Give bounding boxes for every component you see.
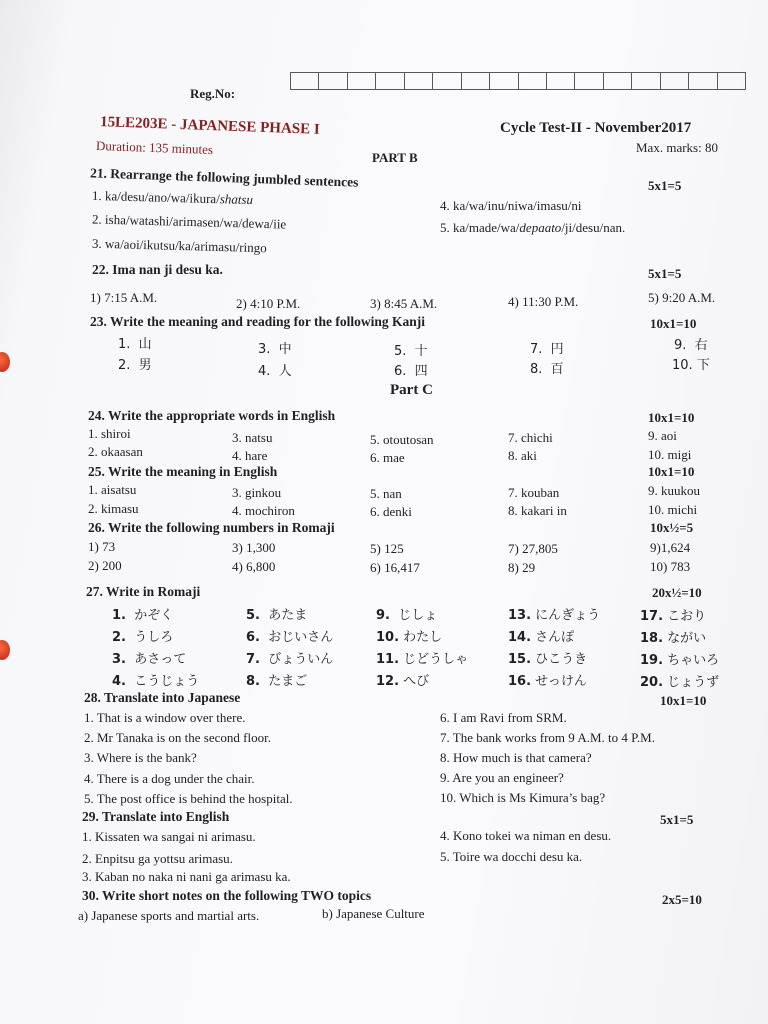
q27-item-9: 9. じしょ [376,608,438,623]
q27-item-6: 6. おじいさん [246,630,334,645]
q26-item-3: 3) 1,300 [232,540,276,555]
q29-item-4: 4. Kono tokei wa niman en desu. [440,828,612,843]
part-c-heading: Part C [390,382,433,398]
q24-item-3: 3. natsu [232,430,273,445]
q23-item-8: 8. 百 [530,362,564,377]
q25-item-6: 6. denki [370,504,412,519]
q27-item-18: 18. ながい [640,631,707,646]
q30-marks: 2x5=10 [662,892,702,907]
q25-item-10: 10. michi [648,502,698,517]
binder-ring-top [0,352,10,372]
q23-item-3: 3. 中 [258,342,292,357]
q25-item-7: 7. kouban [508,485,560,500]
q22-item-3: 3) 8:45 A.M. [370,296,438,311]
q24-title: 24. Write the appropriate words in English [88,408,336,423]
part-b-heading: PART B [372,150,418,165]
q21-marks: 5x1=5 [648,178,682,193]
q26-item-1: 1) 73 [88,539,116,554]
q21-item-2: 2. isha/watashi/arimasen/wa/dewa/iie [91,211,287,232]
q24-item-10: 10. migi [648,447,692,462]
q28-item-2: 2. Mr Tanaka is on the second floor. [84,730,271,745]
q22-item-2: 2) 4:10 P.M. [236,296,301,311]
q23-item-1: 1. 山 [118,337,152,352]
q22-item-4: 4) 11:30 P.M. [508,294,579,309]
q24-item-4: 4. hare [232,448,268,463]
q23-item-2: 2. 男 [118,358,152,373]
q24-item-5: 5. otoutosan [370,432,434,447]
q27-item-3: 3. あさって [112,652,187,667]
q29-marks: 5x1=5 [660,812,694,827]
q28-title: 28. Translate into Japanese [84,690,241,705]
q30-item-a: a) Japanese sports and martial arts. [78,908,260,923]
q29-item-3: 3. Kaban no naka ni nani ga arimasu ka. [82,869,291,884]
duration: Duration: 135 minutes [95,137,214,158]
max-marks: Max. marks: 80 [636,140,718,155]
q27-item-14: 14. さんぽ [508,630,575,645]
course-title: 15LE203E - JAPANESE PHASE I [99,114,320,138]
q27-item-16: 16. せっけん [508,674,587,689]
q24-item-1: 1. shiroi [88,426,131,441]
q28-item-9: 9. Are you an engineer? [440,770,564,785]
q23-item-10: 10. 下 [672,358,710,373]
binder-ring-bottom [0,640,10,660]
q27-item-17: 17. こおり [640,609,707,624]
q22-item-1: 1) 7:15 A.M. [90,290,158,305]
q26-item-2: 2) 200 [88,558,122,573]
q23-marks: 10x1=10 [650,316,697,331]
q28-item-1: 1. That is a window over there. [84,710,246,725]
q23-item-5: 5. 十 [394,344,428,359]
q23-title: 23. Write the meaning and reading for the following Kanji [90,314,426,329]
q28-item-3: 3. Where is the bank? [84,750,197,765]
q25-title: 25. Write the meaning in English [88,464,278,479]
q25-item-2: 2. kimasu [88,501,139,516]
q25-marks: 10x1=10 [648,464,695,479]
q27-item-20: 20. じょうず [640,675,720,690]
q22-marks: 5x1=5 [648,266,682,281]
q25-item-4: 4. mochiron [232,503,295,518]
q25-item-5: 5. nan [370,486,402,501]
q26-marks: 10x½=5 [650,520,694,535]
q26-item-10: 10) 783 [650,559,691,574]
q28-item-6: 6. I am Ravi from SRM. [440,710,567,725]
q23-item-4: 4. 人 [258,364,292,379]
q26-item-4: 4) 6,800 [232,559,276,574]
q21-item-1: 1. ka/desu/ano/wa/ikura/shatsu [91,187,254,208]
q24-item-6: 6. mae [370,450,405,465]
q24-item-2: 2. okaasan [88,444,143,459]
q25-item-8: 8. kakari in [508,503,567,518]
q24-marks: 10x1=10 [648,410,695,425]
q27-item-19: 19. ちゃいろ [640,653,720,668]
q29-item-1: 1. Kissaten wa sangai ni arimasu. [82,829,256,844]
q22-title: 22. Ima nan ji desu ka. [92,262,223,277]
q28-item-4: 4. There is a dog under the chair. [84,771,255,786]
q28-item-5: 5. The post office is behind the hospital. [84,791,293,806]
q27-title: 27. Write in Romaji [86,584,201,599]
q28-marks: 10x1=10 [660,693,707,708]
q26-item-9: 9)1,624 [650,540,691,555]
test-title: Cycle Test-II - November2017 [500,120,692,136]
q28-item-7: 7. The bank works from 9 A.M. to 4 P.M. [440,730,655,745]
q29-title: 29. Translate into English [82,809,230,824]
q21-item-4: 4. ka/wa/inu/niwa/imasu/ni [440,198,582,213]
q28-item-8: 8. How much is that camera? [440,750,592,765]
q27-item-7: 7. びょういん [246,652,334,667]
q21-item-3: 3. wa/aoi/ikutsu/ka/arimasu/ringo [91,235,267,256]
reg-no-label: Reg.No: [190,86,236,101]
q24-item-9: 9. aoi [648,428,677,443]
q27-item-8: 8. たまご [246,674,308,689]
q27-item-12: 12. へび [376,674,430,689]
q25-item-9: 9. kuukou [648,483,700,498]
q27-item-5: 5. あたま [246,608,308,623]
q24-item-7: 7. chichi [508,430,553,445]
q27-item-11: 11. じどうしゃ [376,652,469,667]
q27-item-4: 4. こうじょう [112,674,200,689]
q27-item-1: 1. かぞく [112,608,174,623]
q28-item-10: 10. Which is Ms Kimura’s bag? [440,790,606,805]
q23-item-9: 9. 右 [674,338,708,353]
q23-item-7: 7. 円 [530,342,564,357]
reg-no-boxes [290,72,746,90]
q21-item-5: 5. ka/made/wa/depaato/ji/desu/nan. [440,220,626,235]
q26-item-6: 6) 16,417 [370,560,420,575]
q27-item-13: 13. にんぎょう [508,608,601,623]
q30-title: 30. Write short notes on the following TWO topics [82,888,372,903]
q25-item-1: 1. aisatsu [88,482,137,497]
q26-item-7: 7) 27,805 [508,541,558,556]
q27-marks: 20x½=10 [652,585,702,600]
q27-item-2: 2. うしろ [112,630,174,645]
q24-item-8: 8. aki [508,448,537,463]
q30-item-b: b) Japanese Culture [322,906,425,921]
q21-title: 21. Rearrange the following jumbled sentences [89,165,359,190]
q26-item-5: 5) 125 [370,541,404,556]
q23-item-6: 6. 四 [394,364,428,379]
q22-item-5: 5) 9:20 A.M. [648,290,716,305]
q27-item-15: 15. ひこうき [508,652,588,667]
q25-item-3: 3. ginkou [232,485,282,500]
q26-item-8: 8) 29 [508,560,536,575]
q29-item-5: 5. Toire wa docchi desu ka. [440,849,583,864]
q26-title: 26. Write the following numbers in Romaji [88,520,335,535]
q27-item-10: 10. わたし [376,630,443,645]
q29-item-2: 2. Enpitsu ga yottsu arimasu. [82,851,233,866]
